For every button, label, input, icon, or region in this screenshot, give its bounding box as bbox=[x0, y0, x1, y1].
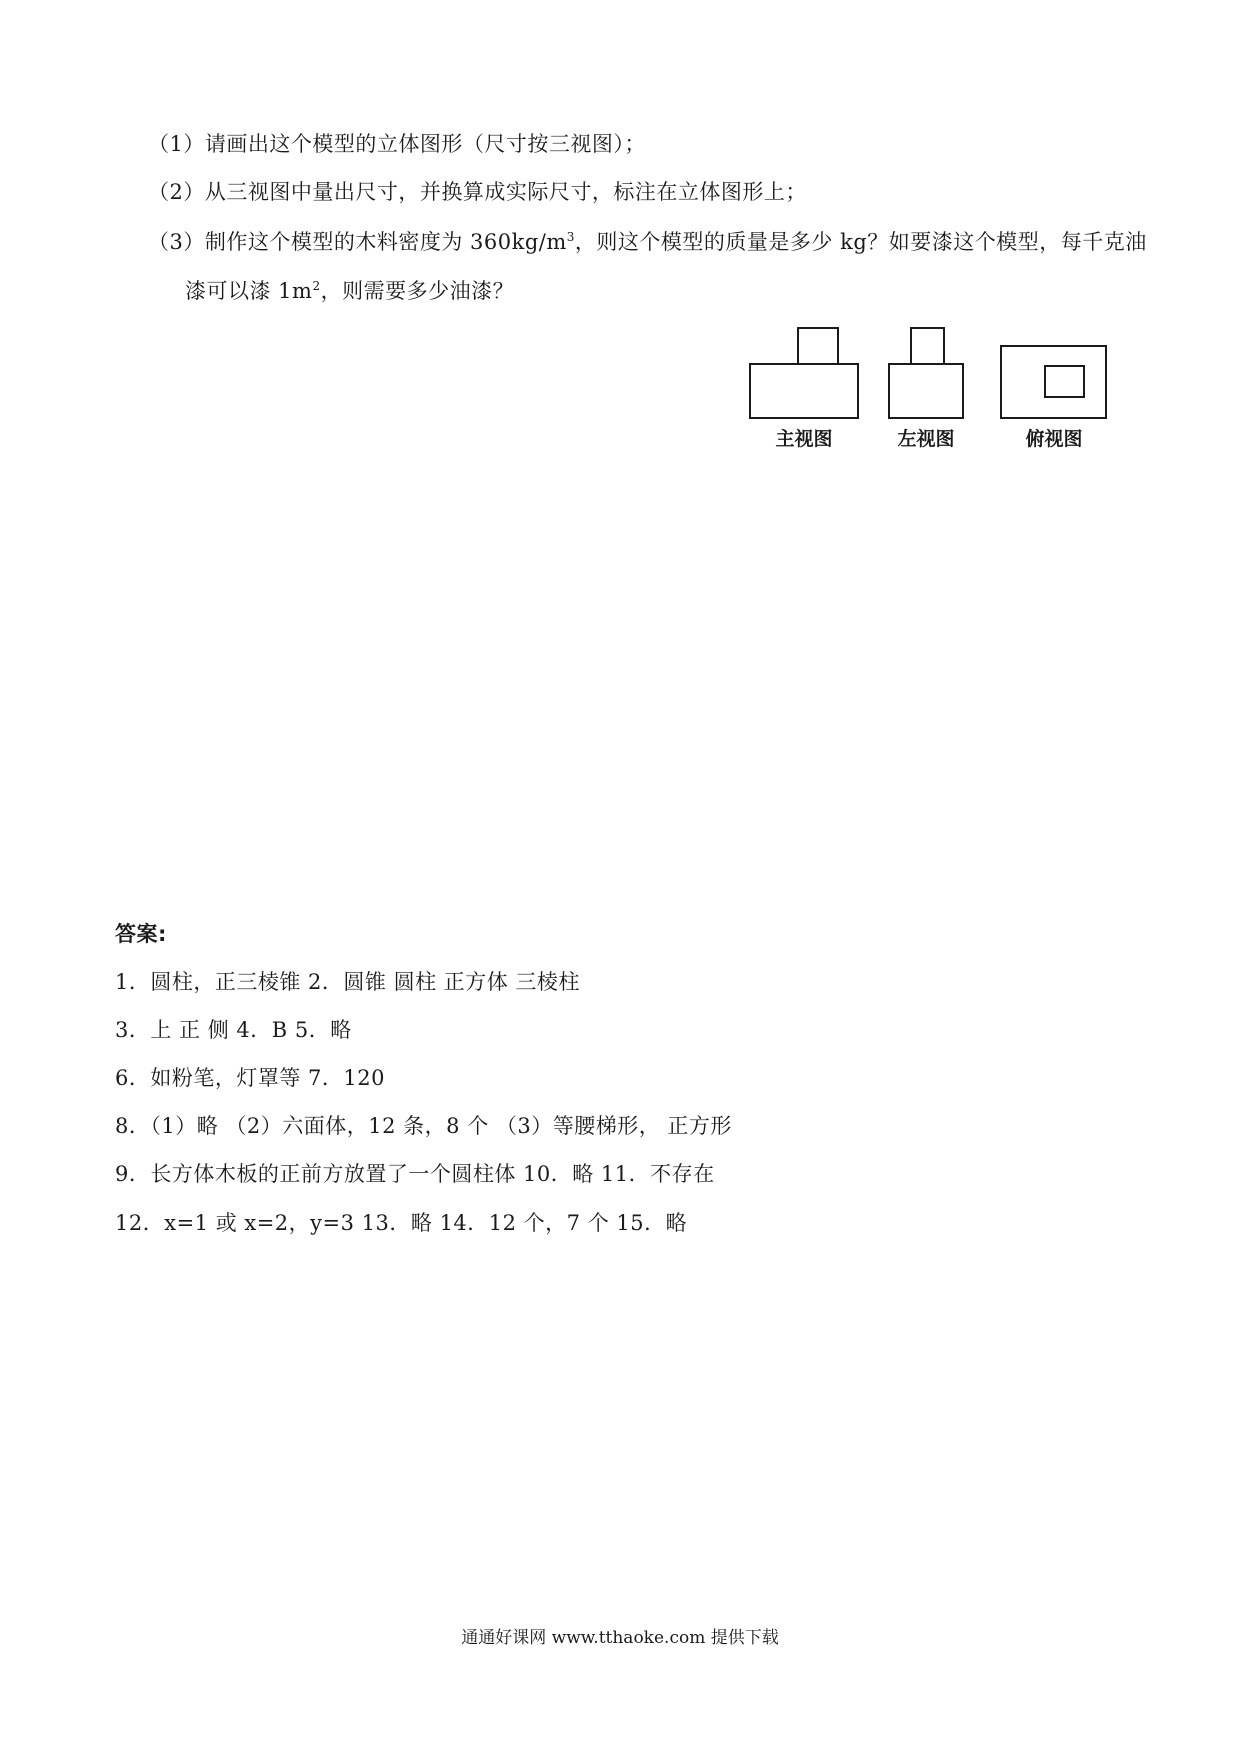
question-3-text-c: 漆可以漆 1m bbox=[185, 279, 313, 303]
answer-line-3: 6．如粉笔，灯罩等 7．120 bbox=[115, 1066, 385, 1090]
page-footer: 通通好课网 www.tthaoke.com 提供下载 bbox=[461, 1628, 779, 1648]
answer-line-5: 9．长方体木板的正前方放置了一个圆柱体 10．略 11．不存在 bbox=[115, 1162, 715, 1186]
top-view-outer bbox=[1001, 346, 1106, 418]
left-view-caption: 左视图 bbox=[897, 428, 955, 450]
three-views-figure bbox=[0, 0, 1240, 480]
front-view-top-block bbox=[798, 328, 838, 364]
answer-line-4: 8．（1）略 （2）六面体，12 条，8 个 （3）等腰梯形， 正方形 bbox=[115, 1114, 732, 1138]
top-view-inner bbox=[1045, 366, 1084, 397]
question-2: （2）从三视图中量出尺寸，并换算成实际尺寸，标注在立体图形上； bbox=[148, 180, 807, 204]
front-view-base bbox=[750, 364, 858, 418]
answer-line-2: 3．上 正 侧 4．B 5．略 bbox=[115, 1018, 352, 1042]
question-3-superscript-2: 2 bbox=[312, 279, 321, 293]
question-1: （1）请画出这个模型的立体图形（尺寸按三视图）； bbox=[148, 132, 646, 156]
answers-heading: 答案: bbox=[115, 922, 167, 946]
left-view-top-block bbox=[911, 328, 944, 364]
top-view-caption: 俯视图 bbox=[1025, 428, 1083, 450]
answer-line-1: 1．圆柱，正三棱锥 2．圆锥 圆柱 正方体 三棱柱 bbox=[115, 970, 580, 994]
question-3-superscript: 3 bbox=[566, 230, 575, 244]
question-3-text-a: （3）制作这个模型的木料密度为 360kg/m bbox=[148, 230, 567, 254]
front-view-caption: 主视图 bbox=[775, 428, 833, 450]
left-view-base bbox=[889, 364, 963, 418]
answer-line-6: 12．x=1 或 x=2，y=3 13．略 14．12 个，7 个 15．略 bbox=[115, 1211, 688, 1235]
question-3-text-b: ，则这个模型的质量是多少 kg？如要漆这个模型，每千克油 bbox=[574, 230, 1147, 254]
question-3-text-d: ，则需要多少油漆？ bbox=[320, 279, 515, 303]
